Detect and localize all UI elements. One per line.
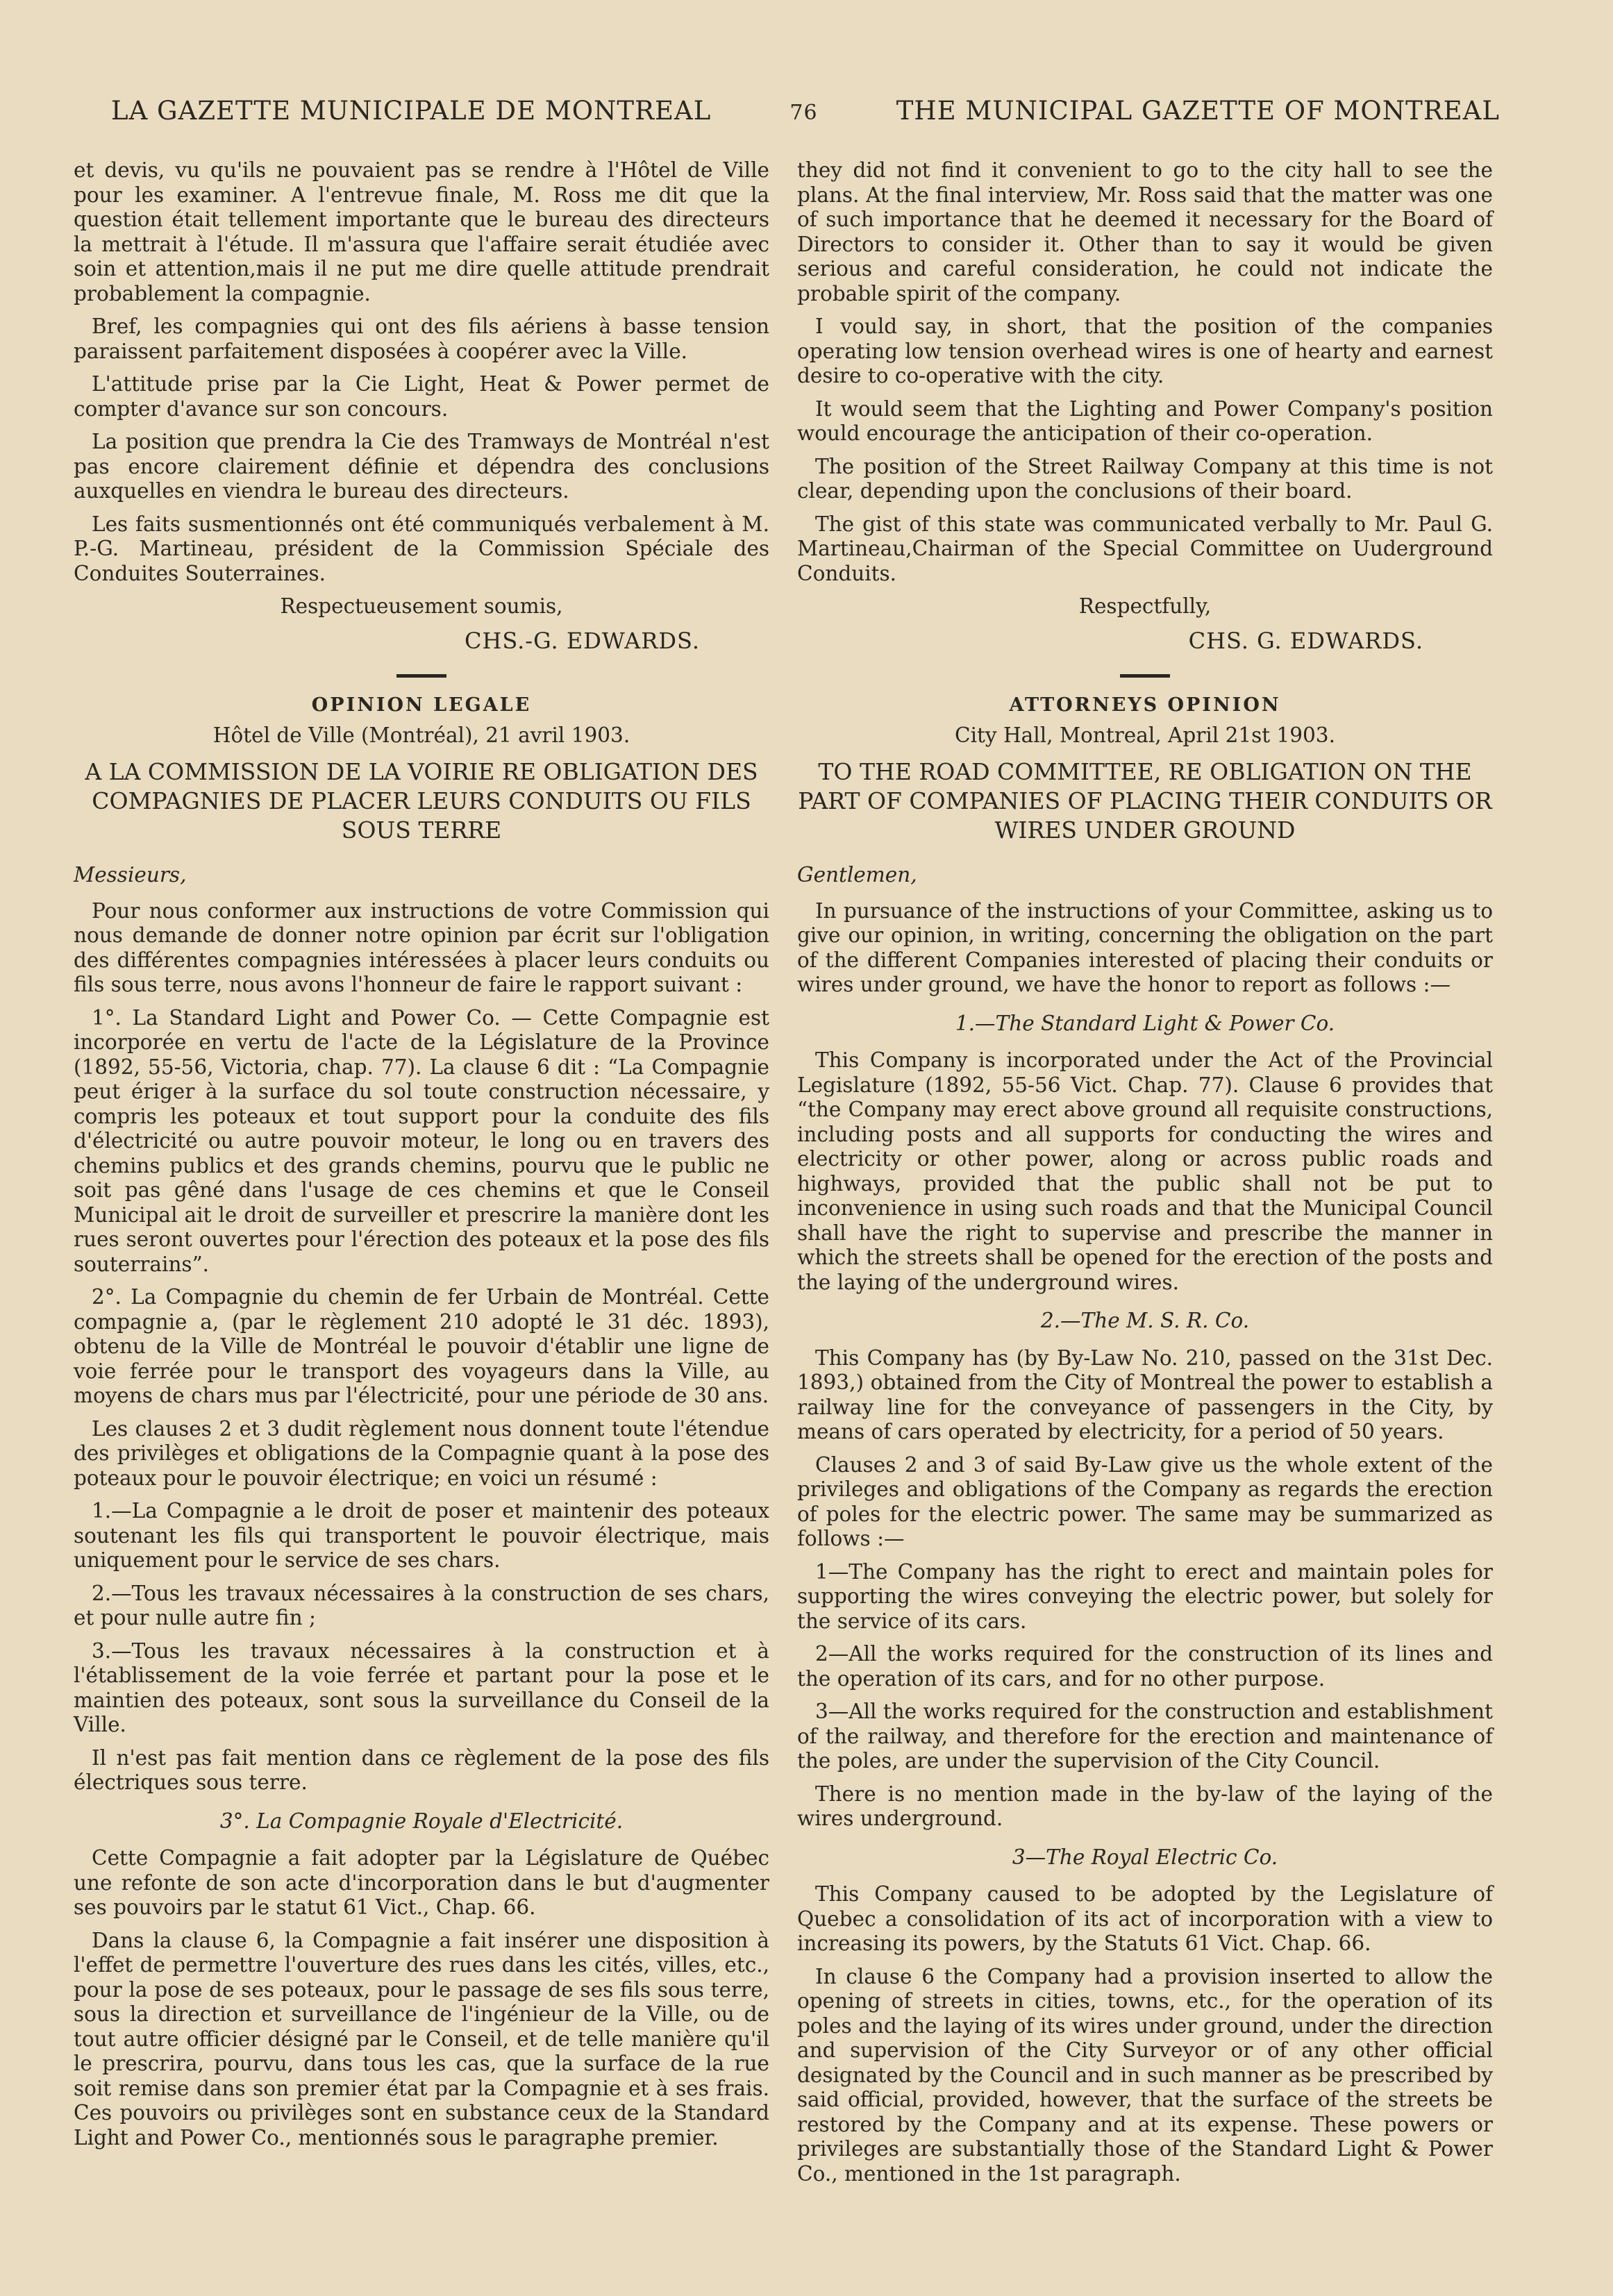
section-divider	[396, 674, 446, 678]
subheading: 3°. La Compagnie Royale d'Electricité.	[219, 1809, 624, 1833]
paragraph: Les clauses 2 et 3 dudit règlement nous donnent toute l'étendue des privilèges et obligations de la Compagnie quant à la pose des poteaux pour le pouvoir électrique; en voici un résumé :	[74, 1416, 769, 1490]
paragraph: It would seem that the Lighting and Power Company's position would encourage the anticipation of their co-operation.	[797, 396, 1493, 445]
paragraph: Pour nous conformer aux instructions de votre Commission qui nous demande de donner notre opinion par écrit sur l'obligation des différentes compagnies intéressées à placer leurs conduits ou fils sous terre, nous avons l'honneur de faire le rapport suivant :	[74, 898, 769, 996]
paragraph: et devis, vu qu'ils ne pouvaient pas se rendre à l'Hôtel de Ville pour les examiner. A l'entrevue finale, M. Ross me dit que la question était tellement importante que le bureau des directeurs la mettrait à l'étude. Il m'assura que l'affaire serait étudiée avec soin et attention,mais il ne put me dire quelle attitude prendrait probablement la compagnie.	[74, 158, 769, 305]
salutation: Gentlemen,	[797, 863, 917, 887]
french-column	[74, 158, 769, 2159]
section-divider	[1120, 674, 1170, 678]
header-english-title: THE MUNICIPAL GAZETTE OF MONTREAL	[896, 96, 1500, 126]
addressee-heading: TO THE ROAD COMMITTEE, RE OBLIGATION ON THE PART OF COMPANIES OF PLACING THEIR CONDUITS OR WIRES UNDER GROUND	[798, 758, 1492, 844]
paragraph: Les faits susmentionnés ont été communiqués verbalement à M. P.-G. Martineau, président de la Commission Spéciale des Conduites Souterraines.	[74, 512, 769, 585]
dateline: Hôtel de Ville (Montréal), 21 avril 1903.	[212, 723, 630, 747]
clause: 1.—La Compagnie a le droit de poser et maintenir des poteaux soutenant les fils qui transportent le pouvoir électrique, mais uniquement pour le service de ses chars.	[74, 1499, 769, 1572]
paragraph: This Company caused to be adopted by the Legislature of Quebec a consolidation of its act of incorporation with a view to increasing its powers, by the Statuts 61 Vict. Chap. 66.	[797, 1882, 1493, 1955]
paragraph: 2°. La Compagnie du chemin de fer Urbain de Montréal. Cette compagnie a, (par le règlement 210 adopté le 31 déc. 1893), obtenu de la Ville de Montréal le pouvoir d'établir une ligne de voie ferrée pour le transport des voyageurs dans la Ville, au moyens de chars mus par l'électricité, pour une période de 30 ans.	[74, 1285, 769, 1407]
paragraph: Dans la clause 6, la Compagnie a fait insérer une disposition à l'effet de permettre l'ouverture des rues dans les cités, villes, etc., pour la pose de ses poteaux, pour le passage de ses fils sous terre, sous la direction et surveillance de l'ingénieur de la Ville, ou de tout autre officier désigné par le Conseil, et de telle manière qu'il le prescrira, pourvu, dans tous les cas, que la surface de la rue soit remise dans son premier état par la Compagnie et à ses frais. Ces pouvoirs ou privilèges sont en substance ceux de la Standard Light and Power Co., mentionnés sous le paragraphe premier.	[74, 1928, 769, 2150]
paragraph: Il n'est pas fait mention dans ce règlement de la pose des fils électriques sous terre.	[74, 1745, 769, 1794]
subheading: 1.—The Standard Light & Power Co.	[955, 1011, 1335, 1035]
signature: CHS.-G. EDWARDS.	[464, 627, 700, 654]
subheading: 3—The Royal Electric Co.	[1012, 1845, 1278, 1869]
paragraph: There is no mention made in the by-law of the laying of the wires underground.	[797, 1782, 1493, 1830]
clause: 2—All the works required for the construction of its lines and the operation of its cars, and for no other purpose.	[797, 1642, 1493, 1691]
signature: CHS. G. EDWARDS.	[1188, 627, 1423, 654]
header-french-title: LA GAZETTE MUNICIPALE DE MONTREAL	[111, 96, 712, 126]
dateline: City Hall, Montreal, April 21st 1903.	[955, 723, 1335, 747]
paragraph: L'attitude prise par la Cie Light, Heat & Power permet de compter d'avance sur son concours.	[74, 372, 769, 421]
clause: 2.—Tous les travaux nécessaires à la construction de ses chars, et pour nulle autre fin ;	[74, 1581, 769, 1629]
subheading: 2.—The M. S. R. Co.	[1040, 1309, 1250, 1332]
english-column	[797, 158, 1493, 2195]
paragraph: La position que prendra la Cie des Tramways de Montréal n'est pas encore clairement définie et dépendra des conclusions auxquelles en viendra le bureau des directeurs.	[74, 430, 769, 503]
paragraph: In clause 6 the Company had a provision inserted to allow the opening of streets in cities, towns, etc., for the operation of its poles and the laying of its wires under ground, under the direction and supervision of the City Surveyor or of any other official designated by the Council and in such manner as be prescribed by said official, provided, however, that the surface of the streets be restored by the Company and at its expense. These powers or privileges are substantially those of the Standard Light & Power Co., mentioned in the 1st paragraph.	[797, 1964, 1493, 2186]
paragraph: The gist of this state was communicated verbally to Mr. Paul G. Martineau,Chairman of the Special Committee on Uuderground Conduits.	[797, 512, 1493, 585]
addressee-heading: A LA COMMISSION DE LA VOIRIE RE OBLIGATION DES COMPAGNIES DE PLACER LEURS CONDUITS OU FILS SOUS TERRE	[85, 758, 758, 844]
clause: 3—All the works required for the construction and establishment of the railway, and therefore for the erection and maintenance of the poles, are under the supervision of the City Council.	[797, 1700, 1493, 1773]
paragraph: The position of the Street Railway Company at this time is not clear, depending upon the conclusions of their board.	[797, 454, 1493, 503]
clause: 3.—Tous les travaux nécessaires à la construction et à l'établissement de la voie ferrée et partant pour la pose et le maintien des poteaux, sont sous la surveillance du Conseil de la Ville.	[74, 1639, 769, 1736]
clause: 1—The Company has the right to erect and maintain poles for supporting the wires conveying the electric power, but solely for the service of its cars.	[797, 1559, 1493, 1633]
closing-formula: Respectueusement soumis,	[280, 594, 563, 618]
paragraph: This Company is incorporated under the Act of the Provincial Legislature (1892, 55-56 Vict. Chap. 77). Clause 6 provides that “the Company may erect above ground all requisite constructions, including posts and all supports for conducting the wires and electricity or other power, along or across public roads and highways, provided that the public shall not be put to inconvenience in using such roads and that the Municipal Council shall have the right to supervise and prescribe the manner in which the streets shall be opened for the erection of the posts and the laying of the underground wires.	[797, 1048, 1493, 1294]
paragraph: In pursuance of the instructions of your Committee, asking us to give our opinion, in writing, concerning the obligation on the part of the different Companies interested of placing their conduits or wires under ground, we have the honor to report as follows :—	[797, 898, 1493, 996]
paragraph: 1°. La Standard Light and Power Co. — Cette Compagnie est incorporée en vertu de l'acte de la Législature de la Province (1892, 55-56, Victoria, chap. 77). La clause 6 dit : “La Compagnie peut ériger à la surface du sol toute construction nécessaire, y compris les poteaux et tout support pour la conduite des fils d'électricité ou autre pouvoir moteur, le long ou en travers des chemins publics et des grands chemins, pourvu que le public ne soit pas gêné dans l'usage de ces chemins et que le Conseil Municipal ait le droit de surveiller et prescrire la manière dont les rues seront ouvertes pour l'érection des poteaux et la pose des fils souterrains”.	[74, 1005, 769, 1276]
paragraph: This Company has (by By-Law No. 210, passed on the 31st Dec. 1893,) obtained from the City of Montreal the power to establish a railway line for the conveyance of passengers in the City, by means of cars operated by electricity, for a period of 50 years.	[797, 1346, 1493, 1443]
running-header	[111, 96, 1500, 126]
page-number: 76	[789, 101, 818, 125]
paragraph: I vould say, in short, that the position of the companies operating low tension overhead wires is one of hearty and earnest desire to co-operative with the city.	[797, 315, 1493, 387]
salutation: Messieurs,	[74, 863, 187, 887]
paragraph: Bref, les compagnies qui ont des fils aériens à basse tension paraissent parfaitement disposées à coopérer avec la Ville.	[74, 315, 769, 363]
paragraph: they did not find it convenient to go to the city hall to see the plans. At the final interview, Mr. Ross said that the matter was one of such importance that he deemed it necessary for the Board of Directors to consider it. Other than to say it would be given serious and careful consideration, he could not indicate the probable spirit of the company.	[797, 158, 1493, 305]
paragraph: Cette Compagnie a fait adopter par la Législature de Québec une refonte de son acte d'incorporation dans le but d'augmenter ses pouvoirs par le statut 61 Vict., Chap. 66.	[74, 1846, 769, 1919]
closing-formula: Respectfully,	[1078, 594, 1212, 618]
section-title: OPINION LEGALE	[311, 694, 532, 716]
paragraph: Clauses 2 and 3 of said By-Law give us the whole extent of the privileges and obligations of the Company as regards the erection of poles for the electric power. The same may be summarized as follows :—	[797, 1452, 1493, 1550]
section-title: ATTORNEYS OPINION	[1009, 694, 1281, 716]
